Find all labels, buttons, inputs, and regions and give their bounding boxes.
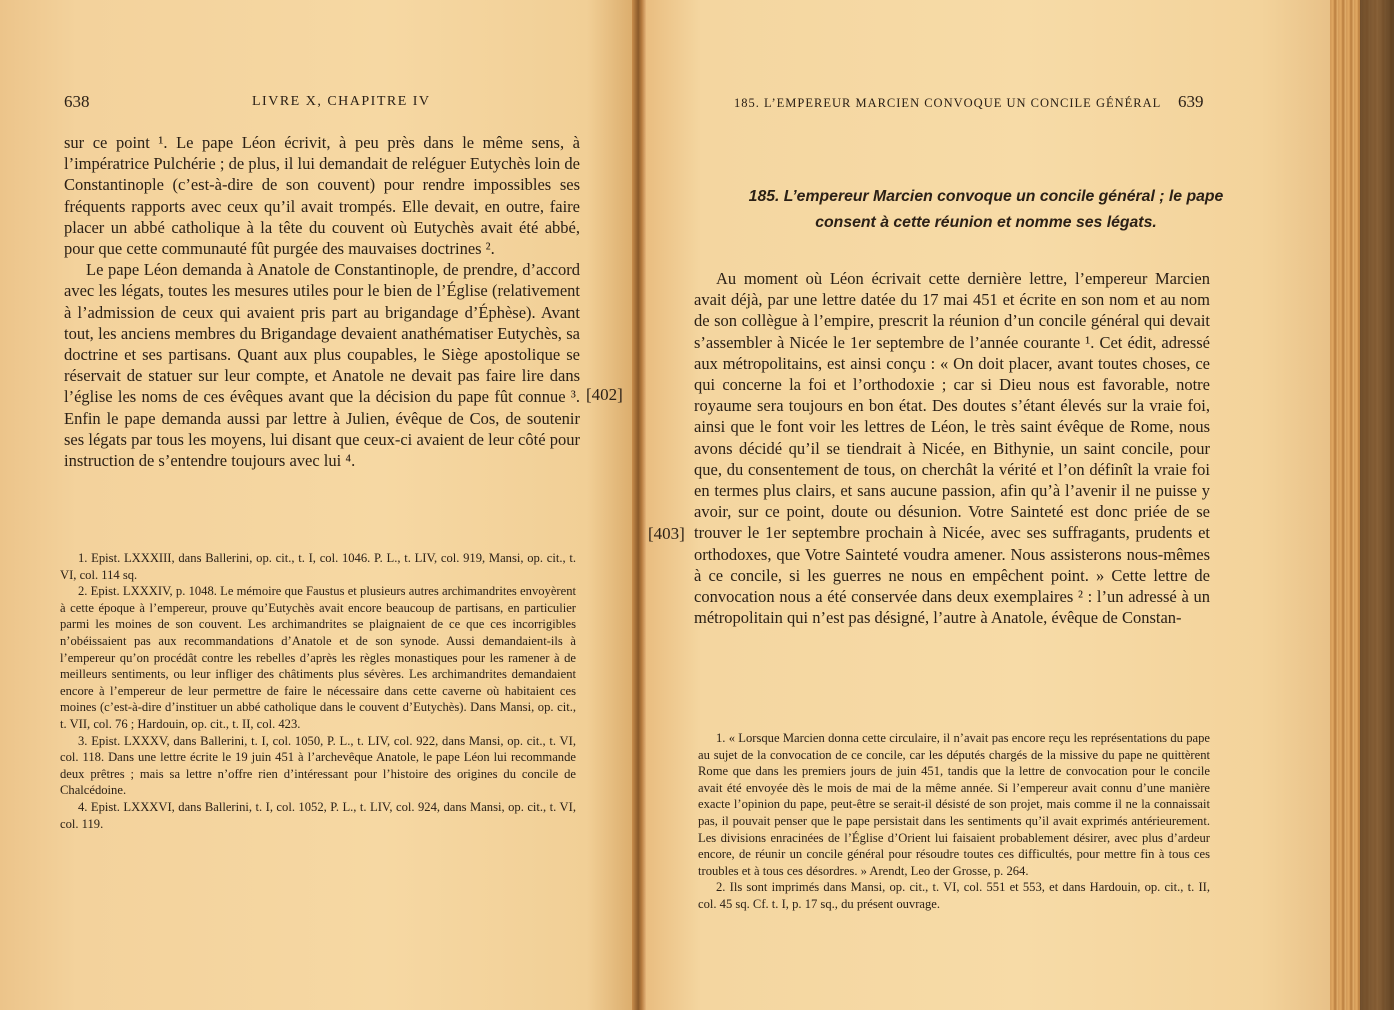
page-edges (1330, 0, 1394, 1010)
left-footnotes (60, 550, 576, 832)
left-footnote-1: 1. Epist. LXXXIII, dans Ballerini, op. cit., t. I, col. 1046. P. L., t. LIV, col. 919, Mansi, op. cit., t. VI, col. 114 sq. (60, 551, 576, 582)
right-running-head: 185. L’EMPEREUR MARCIEN CONVOQUE UN CONCILE GÉNÉRAL (734, 96, 1162, 110)
right-footnotes (698, 730, 1210, 913)
section-heading-line-1: 185. L’empereur Marcien convoque un concile général ; le pape (748, 188, 1224, 205)
left-running-head: LIVRE X, CHAPITRE IV (252, 94, 431, 109)
left-footnote-4: 4. Epist. LXXXVI, dans Ballerini, t. I, col. 1052, P. L., t. LIV, col. 924, dans Mansi, op. cit., t. VI, col. 119. (60, 799, 576, 831)
right-page-number: 639 (1178, 92, 1204, 111)
margin-note-403: [403] (648, 524, 685, 543)
left-page-number: 638 (64, 92, 90, 111)
right-page (646, 0, 1330, 1010)
left-paragraph-1: sur ce point ¹. Le pape Léon écrivit, à peu près dans le même sens, à l’impératrice Pulchérie ; de plus, il lui demandait de reléguer Eutychès loin de Constantinople (c’est-à-dire de son couvent) pour rendre impossibles ses fréquents rapports avec ceux qu’il avait trompés. Elle devait, en outre, faire placer un abbé catholique à la tête du couvent où Eutychès avait été abbé, pour que cette communauté fût purgée des mauvaises doctrines ². (64, 133, 580, 259)
left-page (0, 0, 638, 1010)
left-paragraph-2: Le pape Léon demanda à Anatole de Constantinople, de prendre, d’accord avec les légats, toutes les mesures utiles pour le bien de l’Église (relativement à l’admission de ceux qui avaient pris part au brigandage d’Éphèse). Avant tout, les anciens membres du Brigandage devaient anathématiser Eutychès, sa doctrine et ses partisans. Quant aux plus coupables, le Siège apostolique se réservait de statuer sur leur compte, et Anatole ne devait pas faire lire dans l’église les noms de ces évêques avant que la décision du pape fût connue ³. Enfin le pape demanda aussi par lettre à Julien, évêque de Cos, de soutenir ses légats par tous les moyens, lui disant que ceux-ci avaient de leur côté pour instruction de s’entendre toujours avec lui ⁴. (64, 260, 580, 471)
right-paragraph: Au moment où Léon écrivait cette dernière lettre, l’empereur Marcien avait déjà, par une lettre datée du 17 mai 451 et écrite en son nom et au nom de son collègue à l’empire, prescrit la réunion d’un concile général qui devait s’assembler à Nicée le 1er septembre de l’année courante ¹. Cet édit, adressé aux métropolitains, est ainsi conçu : « On doit placer, avant toutes choses, ce qui concerne la foi et l’orthodoxie ; car si Dieu nous est favorable, notre royaume sera toujours en bon état. Des doutes s’étant élevés sur la vraie foi, ainsi que le font voir les lettres de Léon, le très saint évêque de Rome, nous avons décidé qu’il se tiendrait à Nicée, en Bithynie, un saint concile, pour que, du consentement de tous, on cherchât la vérité et l’on définît la vraie foi en termes plus clairs, et sans aucune passion, afin qu’à l’avenir il ne puisse y avoir, sur ce point, doute ou désunion. Votre Sainteté est donc priée de se trouver le 1er septembre prochain à Nicée, avec ses suffragants, prudents et orthodoxes, que Votre Sainteté voudra amener. Nous assisterons nous-mêmes à ce concile, si les guerres ne nous en empêchent point. » Cette lettre de convocation nous a été conservée dans deux exemplaires ² : l’un adressé à un métropolitain qui n’est pas désigné, l’autre à Anatole, évêque de Constan- (694, 269, 1210, 628)
right-footnote-2: 2. Ils sont imprimés dans Mansi, op. cit., t. VI, col. 551 et 553, et dans Hardouin, op. cit., t. II, col. 45 sq. Cf. t. I, p. 17 sq., du présent ouvrage. (698, 880, 1210, 911)
book-gutter (632, 0, 646, 1010)
left-body-text (64, 132, 580, 471)
left-footnote-2: 2. Epist. LXXXIV, p. 1048. Le mémoire que Faustus et plusieurs autres archimandrites envoyèrent à cette époque à l’empereur, prouve qu’Eutychès avait encore beaucoup de partisans, en particulier parmi les moines de son couvent. Les archimandrites se plaignaient de ce que ces incorrigibles n’obéissaient pas aux recommandations d’Anatole et de son synode. Aussi demandaient-ils à l’empereur qu’on procédât contre les rebelles d’après les règles monastiques pour les ramener à de meilleurs sentiments, ou leur infliger des châtiments plus sévères. Les archimandrites demandaient encore à l’empereur de leur permettre de faire le nécessaire dans cette caverne où habitaient ces moines (c’est-à-dire d’instituer un abbé catholique dans le couvent d’Eutychès). Dans Mansi, op. cit., t. VII, col. 76 ; Hardouin, op. cit., t. II, col. 423. (60, 584, 576, 731)
left-footnote-3: 3. Epist. LXXXV, dans Ballerini, t. I, col. 1050, P. L., t. LIV, col. 922, dans Mansi, op. cit., t. VI, col. 118. Dans une lettre écrite le 19 juin 451 à l’archevêque Anatole, le pape Léon lui recommande deux prêtres ; mais sa lettre n’offre rien d’intéressant pour l’histoire des origines du concile de Chalcédoine. (60, 733, 576, 798)
right-body-text (694, 268, 1210, 628)
margin-note-402: [402] (586, 385, 623, 404)
book-edge-shadow (1360, 0, 1394, 1010)
right-footnote-1: 1. « Lorsque Marcien donna cette circulaire, il n’avait pas encore reçu les représentations du pape au sujet de la convocation de ce concile, car les députés chargés de la missive du pape ne quittèrent Rome que dans les premiers jours de juin 451, tandis que la lettre de convocation pour le concile avait été envoyée dès le mois de mai de la même année. Si l’empereur avait connu d’une manière exacte l’opinion du pape, peut-être se serait-il désisté de son projet, mais comme il ne la connaissait pas, il pouvait penser que le pape persistait dans les sentiments qu’il avait exprimés antérieurement. Les divisions enracinées de l’Église d’Orient lui faisaient probablement désirer, avec plus d’ardeur encore, de réunir un concile général pour résoudre toutes ces difficultés, pour mettre fin à tous ces troubles et à tous ces désordres. » Arendt, Leo der Grosse, p. 264. (698, 731, 1210, 878)
section-heading (686, 184, 1286, 236)
section-heading-line-2: consent à cette réunion et nomme ses légats. (815, 214, 1157, 231)
